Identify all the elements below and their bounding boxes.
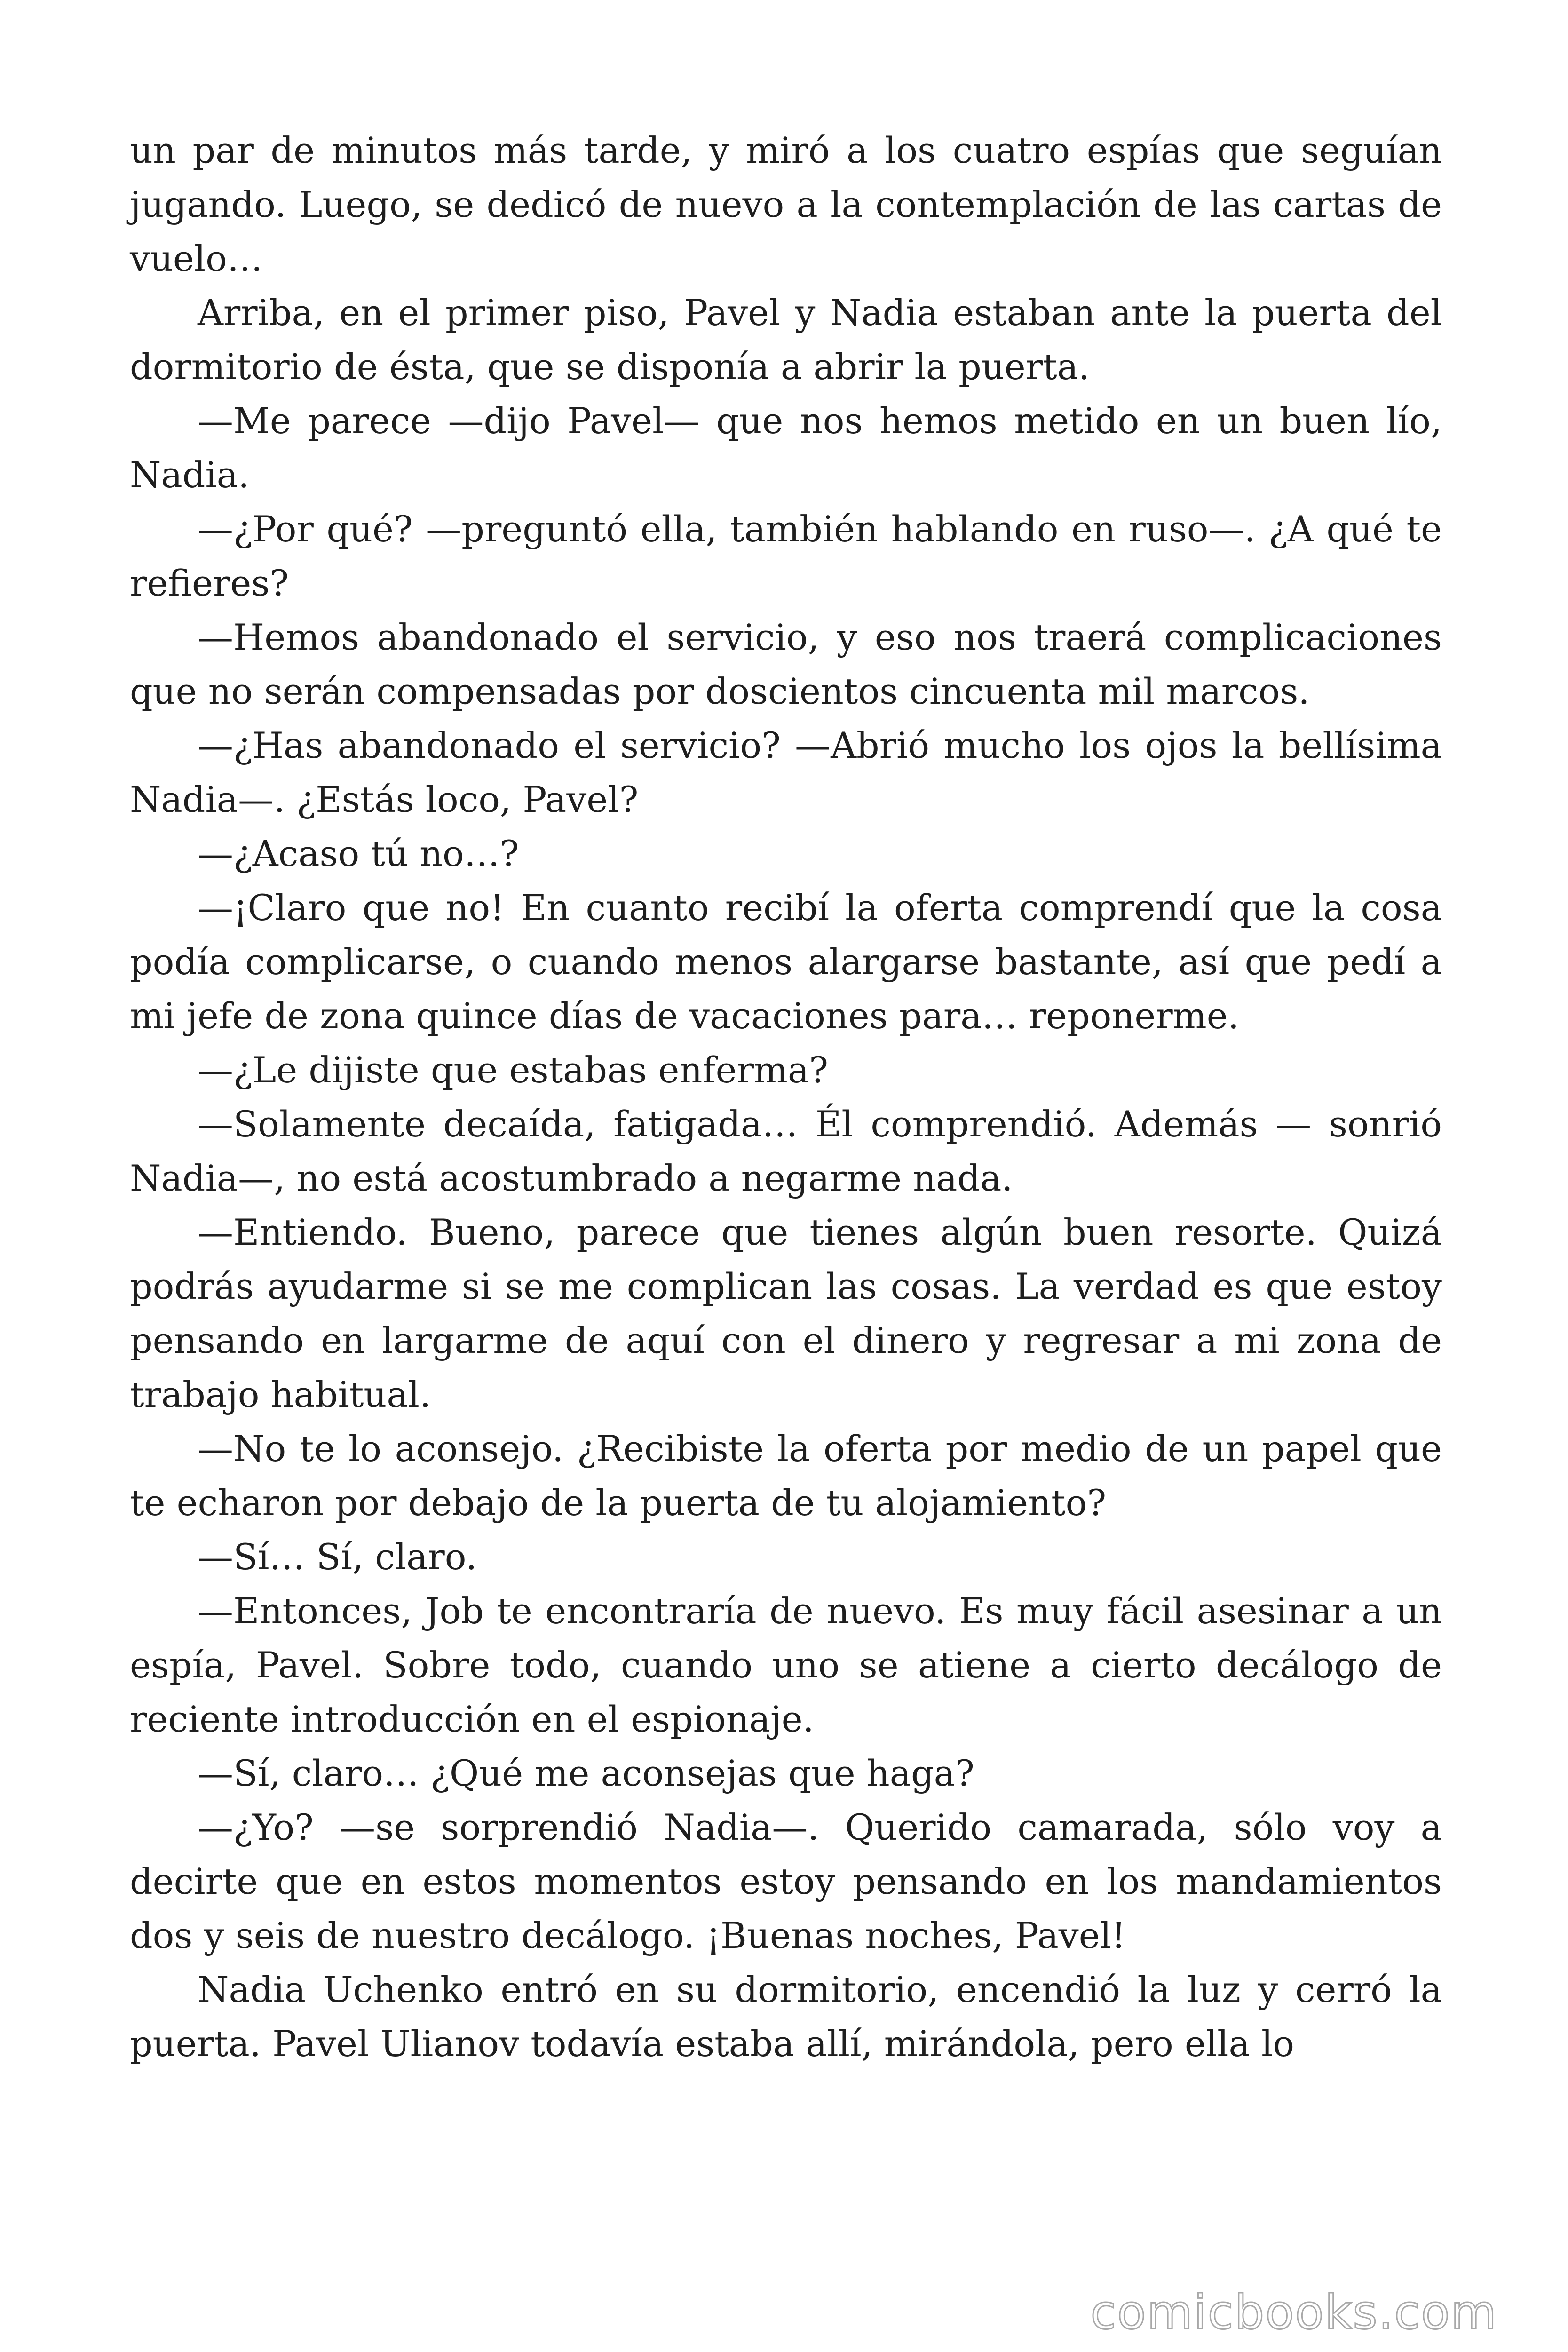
paragraph: —No te lo aconsejo. ¿Recibiste la oferta por medio de un papel que te echaron por debajo de la puerta de tu alojamiento? bbox=[130, 1428, 1442, 1524]
paragraph: —Hemos abandonado el servicio, y eso nos traerá complicaciones que no serán compensadas por doscientos cincuenta mil marcos. bbox=[130, 616, 1442, 712]
paragraph: Arriba, en el primer piso, Pavel y Nadia estaban ante la puerta del dormitorio de ésta, que se disponía a abrir la puerta. bbox=[130, 292, 1442, 388]
paragraph: —¿Has abandonado el servicio? —Abrió mucho los ojos la bellísima Nadia—. ¿Estás loco, Pavel? bbox=[130, 724, 1442, 820]
paragraph: un par de minutos más tarde, y miró a los cuatro espías que seguían jugando. Luego, se dedicó de nuevo a la contemplación de las cartas de vuelo… bbox=[130, 129, 1442, 279]
watermark: comicbooks.com bbox=[1090, 2285, 1497, 2340]
paragraph: Nadia Uchenko entró en su dormitorio, encendió la luz y cerró la puerta. Pavel Ulianov todavía estaba allí, mirándola, pero ella lo bbox=[130, 1969, 1442, 2065]
paragraph: —¿Le dijiste que estabas enferma? bbox=[198, 1049, 829, 1091]
paragraph: —Entiendo. Bueno, parece que tienes algún buen resorte. Quizá podrás ayudarme si se me complican las cosas. La verdad es que estoy pensando en largarme de aquí con el dinero y regresar a mi zona de trabajo habitual. bbox=[130, 1211, 1442, 1415]
paragraph: —¿Yo? —se sorprendió Nadia—. Querido camarada, sólo voy a decirte que en estos momentos estoy pensando en los mandamientos dos y seis de nuestro decálogo. ¡Buenas noches, Pavel! bbox=[130, 1806, 1442, 1956]
paragraph: —Entonces, Job te encontraría de nuevo. Es muy fácil asesinar a un espía, Pavel. Sobre todo, cuando uno se atiene a cierto decálogo de reciente introducción en el espionaje. bbox=[130, 1590, 1442, 1740]
paragraph: —Solamente decaída, fatigada… Él comprendió. Además — sonrió Nadia—, no está acostumbrado a negarme nada. bbox=[130, 1103, 1442, 1199]
paragraph: —Me parece —dijo Pavel— que nos hemos metido en un buen lío, Nadia. bbox=[130, 400, 1442, 496]
paragraph: —Sí, claro… ¿Qué me aconsejas que haga? bbox=[198, 1752, 974, 1794]
paragraph: —¡Claro que no! En cuanto recibí la oferta comprendí que la cosa podía complicarse, o cuando menos alargarse bastante, así que pedí a mi jefe de zona quince días de vacaciones para… reponerme. bbox=[130, 887, 1442, 1037]
book-page-text bbox=[130, 123, 1442, 2071]
paragraph: —¿Por qué? —preguntó ella, también hablando en ruso—. ¿A qué te refieres? bbox=[130, 508, 1442, 604]
paragraph: —Sí… Sí, claro. bbox=[198, 1536, 477, 1578]
paragraph: —¿Acaso tú no…? bbox=[198, 833, 519, 874]
